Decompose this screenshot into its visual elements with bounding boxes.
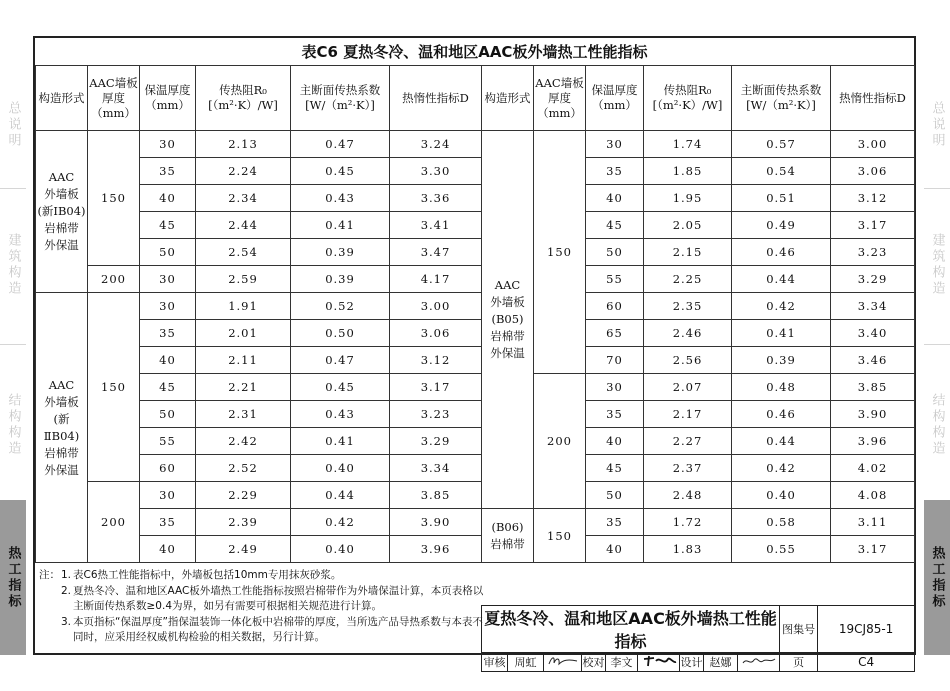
side-tab-thermal-right[interactable]: 热工指标 <box>924 500 950 655</box>
thermal-inertia: 4.08 <box>831 482 915 509</box>
atlas-label: 图集号 <box>780 606 818 653</box>
insulation-thickness: 30 <box>140 266 196 293</box>
heat-transfer-coefficient: 0.58 <box>732 509 831 536</box>
construction-type: AAC 外墙板 (新ⅠB04) 岩棉带 外保温 <box>36 131 88 293</box>
thermal-inertia: 4.02 <box>831 455 915 482</box>
insulation-thickness: 50 <box>586 482 644 509</box>
heat-transfer-coefficient: 0.45 <box>291 158 390 185</box>
insulation-thickness: 35 <box>586 401 644 428</box>
check-label: 校对 <box>582 653 606 672</box>
note-number: 3. <box>61 615 72 628</box>
insulation-thickness: 35 <box>586 509 644 536</box>
heat-transfer-coefficient: 0.47 <box>291 131 390 158</box>
thermal-inertia: 3.46 <box>831 347 915 374</box>
heat-transfer-coefficient: 0.46 <box>732 401 831 428</box>
thermal-resistance: 2.13 <box>196 131 291 158</box>
thermal-resistance: 2.54 <box>196 239 291 266</box>
thermal-inertia: 4.17 <box>390 266 482 293</box>
heat-transfer-coefficient: 0.39 <box>291 266 390 293</box>
thermal-resistance: 2.11 <box>196 347 291 374</box>
thermal-resistance: 2.37 <box>644 455 732 482</box>
reviewer-signature <box>544 653 582 672</box>
table-title: 表C6 夏热冬冷、温和地区AAC板外墙热工性能指标 <box>35 38 914 66</box>
thermal-inertia: 3.17 <box>831 212 915 239</box>
side-tab-general-right[interactable]: 总说明 <box>929 101 945 149</box>
thermal-resistance: 2.34 <box>196 185 291 212</box>
header-aac-thickness: AAC墙板厚度（mm） <box>88 66 140 131</box>
table-row <box>36 131 482 158</box>
thermal-resistance: 2.56 <box>644 347 732 374</box>
heat-transfer-coefficient: 0.47 <box>291 347 390 374</box>
thermal-inertia: 3.29 <box>831 266 915 293</box>
heat-transfer-coefficient: 0.57 <box>732 131 831 158</box>
designer-signature <box>738 653 780 672</box>
thermal-resistance: 2.46 <box>644 320 732 347</box>
header-thermal-resistance: 传热阻R₀ [（m²·K）/W] <box>196 66 291 131</box>
note-text: 本页指标“保温厚度”指保温装饰一体化板中岩棉带的厚度，当所选产品导热系数与本表不同时，应采用经权威机构检验的相关数据，另行计算。 <box>73 615 483 643</box>
insulation-thickness: 50 <box>586 239 644 266</box>
insulation-thickness: 40 <box>140 347 196 374</box>
thermal-resistance: 2.59 <box>196 266 291 293</box>
page-label: 页 <box>780 653 818 672</box>
insulation-thickness: 30 <box>140 131 196 158</box>
insulation-thickness: 45 <box>140 374 196 401</box>
insulation-thickness: 50 <box>140 401 196 428</box>
heat-transfer-coefficient: 0.41 <box>291 428 390 455</box>
heat-transfer-coefficient: 0.42 <box>732 293 831 320</box>
heat-transfer-coefficient: 0.40 <box>291 536 390 563</box>
heat-transfer-coefficient: 0.51 <box>732 185 831 212</box>
insulation-thickness: 45 <box>140 212 196 239</box>
side-tab-general[interactable]: 总说明 <box>5 101 21 149</box>
thermal-resistance: 2.21 <box>196 374 291 401</box>
thermal-inertia: 3.96 <box>831 428 915 455</box>
construction-type: AAC 外墙板 (B05) 岩棉带 外保温 <box>482 131 534 509</box>
heat-transfer-coefficient: 0.52 <box>291 293 390 320</box>
heat-transfer-coefficient: 0.40 <box>732 482 831 509</box>
heat-transfer-coefficient: 0.46 <box>732 239 831 266</box>
side-tab-structure[interactable]: 结构构造 <box>5 393 21 457</box>
thermal-resistance: 2.49 <box>196 536 291 563</box>
note-number: 1. <box>61 569 72 581</box>
design-label: 设计 <box>680 653 704 672</box>
header-insulation-thickness: 保温厚度（mm） <box>140 66 196 131</box>
construction-type: AAC 外墙板 (新ⅡB04) 岩棉带 外保温 <box>36 293 88 563</box>
insulation-thickness: 35 <box>140 158 196 185</box>
thermal-inertia: 3.34 <box>390 455 482 482</box>
thermal-inertia: 3.06 <box>831 158 915 185</box>
heat-transfer-coefficient: 0.44 <box>732 266 831 293</box>
thermal-inertia: 3.41 <box>390 212 482 239</box>
heat-transfer-coefficient: 0.49 <box>732 212 831 239</box>
note-text: 表C6热工性能指标中，外墙板包括10mm专用抹灰砂浆。 <box>73 569 342 581</box>
thermal-inertia: 3.12 <box>390 347 482 374</box>
table-row <box>482 509 915 536</box>
insulation-thickness: 40 <box>586 428 644 455</box>
insulation-thickness: 40 <box>586 185 644 212</box>
thermal-resistance: 2.07 <box>644 374 732 401</box>
construction-type: (B06) 岩棉带 <box>482 509 534 563</box>
note-number: 2. <box>61 584 72 597</box>
heat-transfer-coefficient: 0.45 <box>291 374 390 401</box>
header-row <box>482 66 915 131</box>
thermal-resistance: 1.83 <box>644 536 732 563</box>
thermal-resistance: 2.35 <box>644 293 732 320</box>
header-insulation-thickness: 保温厚度（mm） <box>586 66 644 131</box>
insulation-thickness: 55 <box>586 266 644 293</box>
insulation-thickness: 65 <box>586 320 644 347</box>
side-tab-architecture-right[interactable]: 建筑构造 <box>929 233 945 297</box>
heat-transfer-coefficient: 0.42 <box>291 509 390 536</box>
drawing-frame <box>33 36 916 669</box>
thermal-inertia: 3.30 <box>390 158 482 185</box>
right-data-table <box>481 65 915 563</box>
thermal-resistance: 2.24 <box>196 158 291 185</box>
thermal-inertia: 3.23 <box>390 401 482 428</box>
insulation-thickness: 40 <box>586 536 644 563</box>
header-construction: 构造形式 <box>482 66 534 131</box>
notes <box>39 568 487 646</box>
insulation-thickness: 40 <box>140 536 196 563</box>
heat-transfer-coefficient: 0.50 <box>291 320 390 347</box>
atlas-number: 19CJ85-1 <box>818 606 915 653</box>
heat-transfer-coefficient: 0.39 <box>291 239 390 266</box>
thermal-inertia: 3.96 <box>390 536 482 563</box>
checker-name: 李文 <box>606 653 638 672</box>
title-block <box>481 605 915 672</box>
thermal-inertia: 3.00 <box>831 131 915 158</box>
insulation-thickness: 30 <box>586 374 644 401</box>
table-row <box>36 482 482 509</box>
heat-transfer-coefficient: 0.40 <box>291 455 390 482</box>
left-data-table <box>35 65 482 563</box>
insulation-thickness: 30 <box>140 293 196 320</box>
drawing-title: 夏热冬冷、温和地区AAC板外墙热工性能指标 <box>482 606 780 653</box>
review-label: 审核 <box>482 653 508 672</box>
table-row <box>482 131 915 158</box>
header-row <box>36 66 482 131</box>
insulation-thickness: 30 <box>140 482 196 509</box>
thermal-inertia: 3.29 <box>390 428 482 455</box>
insulation-thickness: 45 <box>586 455 644 482</box>
thermal-inertia: 3.85 <box>831 374 915 401</box>
insulation-thickness: 35 <box>140 320 196 347</box>
thermal-inertia: 3.34 <box>831 293 915 320</box>
insulation-thickness: 45 <box>586 212 644 239</box>
aac-panel-thickness: 150 <box>88 293 140 482</box>
header-heat-transfer-coefficient: 主断面传热系数 [W/（m²·K）] <box>732 66 831 131</box>
notes-lead: 注： <box>39 569 60 581</box>
insulation-thickness: 60 <box>586 293 644 320</box>
insulation-thickness: 60 <box>140 455 196 482</box>
thermal-inertia: 3.12 <box>831 185 915 212</box>
thermal-resistance: 1.95 <box>644 185 732 212</box>
thermal-inertia: 3.11 <box>831 509 915 536</box>
heat-transfer-coefficient: 0.41 <box>732 320 831 347</box>
table-row <box>36 293 482 320</box>
table-row <box>482 374 915 401</box>
aac-panel-thickness: 150 <box>88 131 140 266</box>
heat-transfer-coefficient: 0.55 <box>732 536 831 563</box>
heat-transfer-coefficient: 0.43 <box>291 185 390 212</box>
thermal-resistance: 2.29 <box>196 482 291 509</box>
insulation-thickness: 70 <box>586 347 644 374</box>
heat-transfer-coefficient: 0.44 <box>291 482 390 509</box>
thermal-resistance: 2.17 <box>644 401 732 428</box>
thermal-inertia: 3.90 <box>831 401 915 428</box>
header-thermal-inertia: 热惰性指标D <box>390 66 482 131</box>
side-tab-thermal[interactable]: 热工指标 <box>0 500 26 655</box>
thermal-resistance: 2.42 <box>196 428 291 455</box>
thermal-inertia: 3.90 <box>390 509 482 536</box>
reviewer-name: 周虹 <box>508 653 544 672</box>
thermal-inertia: 3.17 <box>831 536 915 563</box>
thermal-resistance: 1.72 <box>644 509 732 536</box>
aac-panel-thickness: 200 <box>88 266 140 293</box>
thermal-resistance: 2.01 <box>196 320 291 347</box>
header-thermal-resistance: 传热阻R₀ [（m²·K）/W] <box>644 66 732 131</box>
aac-panel-thickness: 200 <box>88 482 140 563</box>
thermal-resistance: 2.15 <box>644 239 732 266</box>
thermal-resistance: 2.05 <box>644 212 732 239</box>
header-thermal-inertia: 热惰性指标D <box>831 66 915 131</box>
thermal-resistance: 2.31 <box>196 401 291 428</box>
note-text: 夏热冬冷、温和地区AAC板外墙热工性能指标按照岩棉带作为外墙保温计算，本页表格以主断面传热系数≥0.4为界，如另有需要可根据相关规范进行计算。 <box>73 584 484 612</box>
side-tab-architecture[interactable]: 建筑构造 <box>5 233 21 297</box>
header-aac-thickness: AAC墙板厚度（mm） <box>534 66 586 131</box>
heat-transfer-coefficient: 0.44 <box>732 428 831 455</box>
thermal-inertia: 3.85 <box>390 482 482 509</box>
thermal-inertia: 3.17 <box>390 374 482 401</box>
heat-transfer-coefficient: 0.48 <box>732 374 831 401</box>
heat-transfer-coefficient: 0.54 <box>732 158 831 185</box>
header-construction: 构造形式 <box>36 66 88 131</box>
heat-transfer-coefficient: 0.41 <box>291 212 390 239</box>
thermal-resistance: 2.48 <box>644 482 732 509</box>
thermal-inertia: 3.06 <box>390 320 482 347</box>
aac-panel-thickness: 200 <box>534 374 586 509</box>
side-tab-structure-right[interactable]: 结构构造 <box>929 393 945 457</box>
thermal-resistance: 2.44 <box>196 212 291 239</box>
thermal-inertia: 3.40 <box>831 320 915 347</box>
table-row <box>36 266 482 293</box>
thermal-inertia: 3.47 <box>390 239 482 266</box>
insulation-thickness: 30 <box>586 131 644 158</box>
thermal-inertia: 3.36 <box>390 185 482 212</box>
heat-transfer-coefficient: 0.43 <box>291 401 390 428</box>
thermal-inertia: 3.00 <box>390 293 482 320</box>
insulation-thickness: 35 <box>586 158 644 185</box>
heat-transfer-coefficient: 0.39 <box>732 347 831 374</box>
aac-panel-thickness: 150 <box>534 131 586 374</box>
heat-transfer-coefficient: 0.42 <box>732 455 831 482</box>
thermal-resistance: 1.91 <box>196 293 291 320</box>
thermal-resistance: 2.27 <box>644 428 732 455</box>
thermal-inertia: 3.23 <box>831 239 915 266</box>
designer-name: 赵娜 <box>704 653 738 672</box>
thermal-resistance: 2.25 <box>644 266 732 293</box>
thermal-resistance: 1.85 <box>644 158 732 185</box>
insulation-thickness: 35 <box>140 509 196 536</box>
thermal-resistance: 2.39 <box>196 509 291 536</box>
thermal-resistance: 2.52 <box>196 455 291 482</box>
insulation-thickness: 50 <box>140 239 196 266</box>
header-heat-transfer-coefficient: 主断面传热系数 [W/（m²·K）] <box>291 66 390 131</box>
page-number: C4 <box>818 653 915 672</box>
aac-panel-thickness: 150 <box>534 509 586 563</box>
checker-signature <box>638 653 680 672</box>
insulation-thickness: 55 <box>140 428 196 455</box>
thermal-inertia: 3.24 <box>390 131 482 158</box>
thermal-resistance: 1.74 <box>644 131 732 158</box>
insulation-thickness: 40 <box>140 185 196 212</box>
